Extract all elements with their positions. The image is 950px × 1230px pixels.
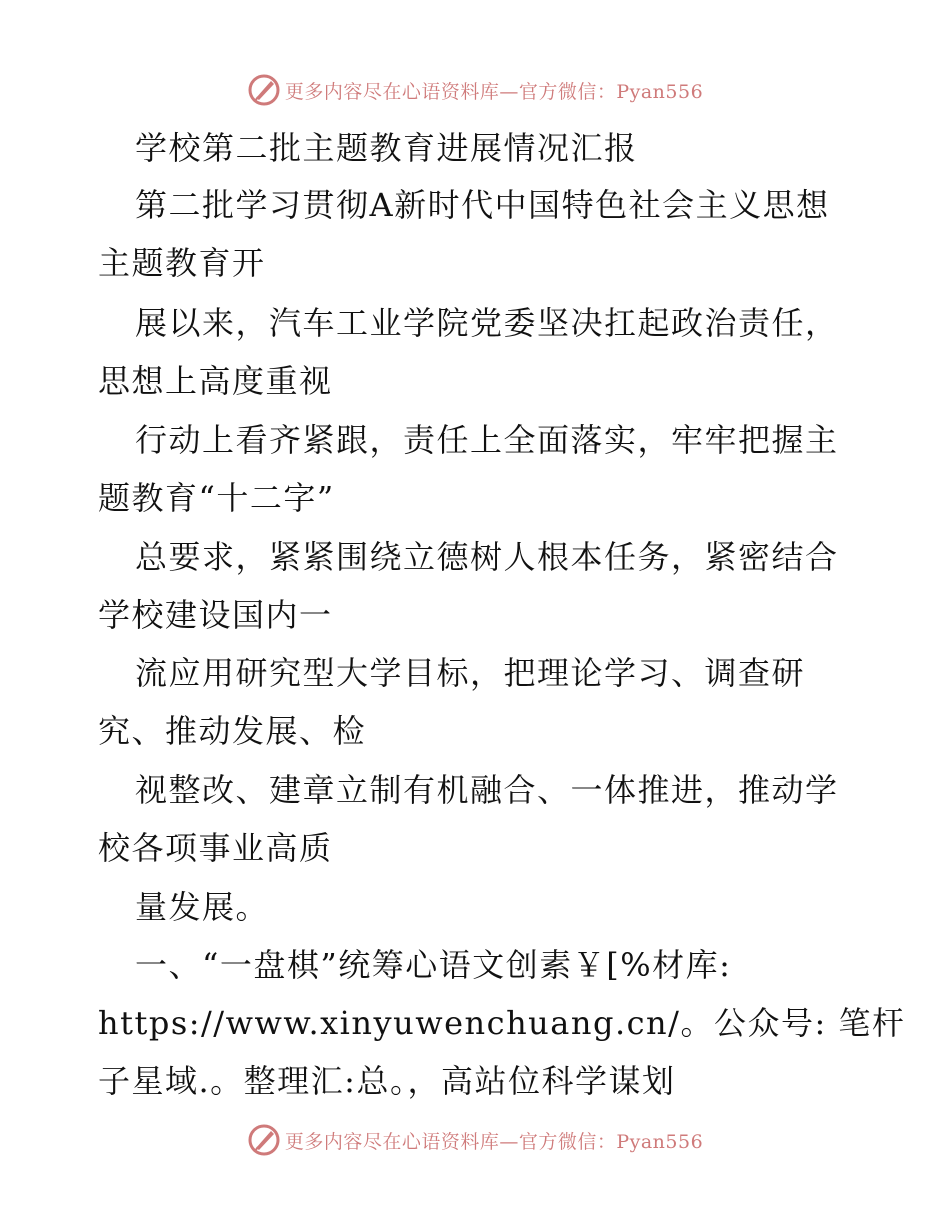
quill-pen-logo-icon xyxy=(247,1123,281,1157)
paragraph-line: 究、推动发展、检 xyxy=(98,712,367,750)
paragraph-line: 子星域.。整理汇:总。，高站位科学谋划 xyxy=(98,1062,676,1100)
paragraph-line: 视整改、建章立制有机融合、一体推进，推动学 xyxy=(135,771,839,809)
paragraph-line: 流应用研究型大学目标，把理论学习、调查研 xyxy=(135,654,806,692)
paragraph-line: 题教育“十二字” xyxy=(98,479,335,517)
watermark-text: 更多内容尽在心语资料库—官方微信：Pyan556 xyxy=(284,80,704,103)
paragraph-line: 行动上看齐紧跟，责任上全面落实，牢牢把握主 xyxy=(135,421,839,459)
footer-watermark-banner xyxy=(0,1120,950,1160)
paragraph-line: 学校建设国内一 xyxy=(98,596,333,634)
paragraph-line: 第二批学习贯彻A新时代中国特色社会主义思想 xyxy=(135,186,830,224)
quill-pen-logo-icon xyxy=(247,73,281,107)
paragraph-line: 总要求，紧紧围绕立德树人根本任务，紧密结合 xyxy=(135,538,839,576)
document-title: 学校第二批主题教育进展情况汇报 xyxy=(135,129,638,167)
watermark-text: 更多内容尽在心语资料库—官方微信：Pyan556 xyxy=(284,1130,704,1153)
header-watermark-banner xyxy=(0,70,950,110)
paragraph-line: 校各项事业高质 xyxy=(98,829,333,867)
paragraph-line: 量发展。 xyxy=(135,888,270,926)
paragraph-line: 展以来，汽车工业学院党委坚决扛起政治责任， xyxy=(135,304,839,342)
paragraph-line: 思想上高度重视 xyxy=(98,362,333,400)
paragraph-line: https://www.xinyuwenchuang.cn/。公众号: 笔杆 xyxy=(98,1004,906,1042)
section-heading-line: 一、“一盘棋”统筹心语文创素￥[%材库: xyxy=(135,946,732,984)
paragraph-line: 主题教育开 xyxy=(98,244,266,282)
